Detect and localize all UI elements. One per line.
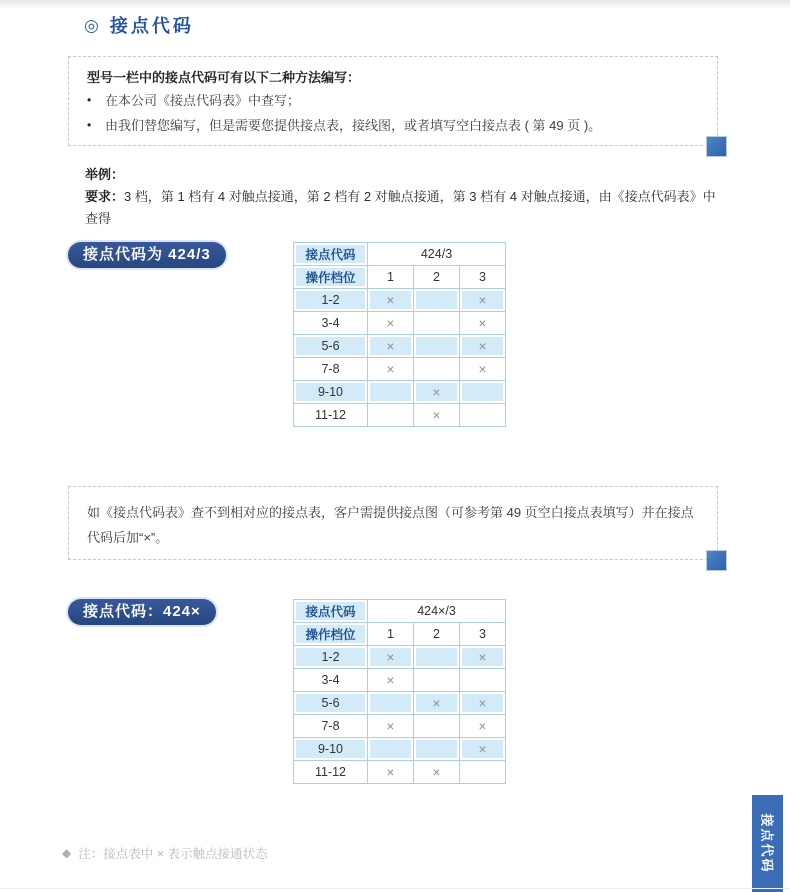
bullet-dot-icon: •: [87, 93, 92, 107]
table-row: [294, 381, 506, 404]
mark-cell: ×: [368, 646, 414, 669]
mark-cell: [414, 312, 460, 335]
gear-header-label: 操作档位: [294, 266, 368, 289]
mark-cell: [460, 761, 506, 784]
mark-cell: ×: [368, 312, 414, 335]
gear-col: 1: [368, 266, 414, 289]
contact-pair-label: 3-4: [294, 312, 368, 335]
code-header-label: 接点代码: [294, 600, 368, 623]
corner-accent-square: [706, 136, 727, 157]
contact-pair-label: 7-8: [294, 715, 368, 738]
mark-cell: [414, 646, 460, 669]
table-row: [294, 738, 506, 761]
contact-pair-label: 5-6: [294, 692, 368, 715]
table-row: [294, 312, 506, 335]
mark-cell: [414, 715, 460, 738]
mark-cell: ×: [460, 289, 506, 312]
requirement-text: 3 档，第 1 档有 4 对触点接通，第 2 档有 2 对触点接通，第 3 档有 4 对触点接通，由《接点代码表》中查得: [85, 189, 716, 226]
mark-cell: [414, 669, 460, 692]
mark-cell: [414, 335, 460, 358]
code-header-label: 接点代码: [294, 243, 368, 266]
intro-heading: 型号一栏中的接点代码可有以下二种方法编写：: [87, 70, 361, 85]
table-row: [294, 715, 506, 738]
mark-cell: [460, 669, 506, 692]
page-title: [84, 12, 194, 38]
page-title-text: 接点代码: [109, 16, 194, 36]
contact-code-table-2: [293, 599, 506, 784]
example-label: 举例：: [85, 167, 125, 182]
table-row-code: [294, 600, 506, 623]
fallback-note-box: [68, 486, 718, 560]
table-row-gears: [294, 623, 506, 646]
code-header-value: 424×/3: [368, 600, 506, 623]
page-top-shade: [0, 0, 790, 9]
mark-cell: [414, 358, 460, 381]
mark-cell: ×: [368, 669, 414, 692]
example-block: [85, 164, 725, 230]
contact-pair-label: 11-12: [294, 761, 368, 784]
mark-cell: [368, 404, 414, 427]
contact-pair-label: 9-10: [294, 381, 368, 404]
mark-cell: ×: [460, 692, 506, 715]
table-row: [294, 692, 506, 715]
bullet-dot-icon: •: [87, 118, 92, 132]
table-row-code: [294, 243, 506, 266]
mark-cell: ×: [414, 692, 460, 715]
mark-cell: [414, 289, 460, 312]
mark-cell: ×: [414, 761, 460, 784]
mark-cell: ×: [368, 761, 414, 784]
section-side-tab-label: 接点代码: [759, 813, 775, 874]
mark-cell: ×: [368, 335, 414, 358]
double-circle-icon: ◎: [84, 15, 99, 35]
mark-cell: [368, 738, 414, 761]
gear-col: 3: [460, 623, 506, 646]
contact-pair-label: 1-2: [294, 646, 368, 669]
contact-pair-label: 7-8: [294, 358, 368, 381]
mark-cell: ×: [460, 335, 506, 358]
table-row: [294, 404, 506, 427]
contact-pair-label: 1-2: [294, 289, 368, 312]
mark-cell: ×: [368, 358, 414, 381]
diamond-icon: ◆: [62, 846, 72, 860]
mark-cell: [460, 404, 506, 427]
section-side-tab: [752, 795, 783, 892]
mark-cell: ×: [460, 312, 506, 335]
mark-cell: ×: [460, 358, 506, 381]
mark-cell: [368, 692, 414, 715]
fallback-note-text: 如《接点代码表》查不到相对应的接点表，客户需提供接点图（可参考第 49 页空白接点表填写）并在接点代码后加“×”。: [87, 505, 694, 545]
mark-cell: ×: [460, 738, 506, 761]
bullet-text: 由我们替您编写，但是需要您提供接点表，接线图，或者填写空白接点表 ( 第 49 页 )。: [105, 118, 602, 133]
mark-cell: ×: [460, 646, 506, 669]
contact-pair-label: 3-4: [294, 669, 368, 692]
list-item: [87, 113, 699, 138]
contact-pair-label: 5-6: [294, 335, 368, 358]
contact-pair-label: 9-10: [294, 738, 368, 761]
mark-cell: [368, 381, 414, 404]
intro-box: [68, 56, 718, 146]
contact-code-table-1: [293, 242, 506, 427]
gear-col: 2: [414, 266, 460, 289]
contact-pair-label: 11-12: [294, 404, 368, 427]
gear-header-label: 操作档位: [294, 623, 368, 646]
page-bottom-rule: [0, 888, 790, 889]
requirement-label: 要求：: [85, 189, 125, 204]
gear-col: 1: [368, 623, 414, 646]
gear-col: 3: [460, 266, 506, 289]
footer-note: [62, 844, 267, 862]
mark-cell: ×: [414, 404, 460, 427]
mark-cell: [414, 738, 460, 761]
contact-code-badge-2: 接点代码：424×: [68, 599, 216, 625]
list-item: [87, 88, 699, 113]
contact-code-badge-1: 接点代码为 424/3: [68, 242, 226, 268]
mark-cell: ×: [368, 289, 414, 312]
table-row: [294, 358, 506, 381]
gear-col: 2: [414, 623, 460, 646]
table-row: [294, 761, 506, 784]
mark-cell: ×: [414, 381, 460, 404]
table-row-gears: [294, 266, 506, 289]
requirement-line: [85, 186, 725, 230]
bullet-text: 在本公司《接点代码表》中查写；: [105, 93, 301, 108]
table-row: [294, 335, 506, 358]
table-row: [294, 669, 506, 692]
corner-accent-square: [706, 550, 727, 571]
table-row: [294, 289, 506, 312]
table-row: [294, 646, 506, 669]
mark-cell: [460, 381, 506, 404]
code-header-value: 424/3: [368, 243, 506, 266]
mark-cell: ×: [368, 715, 414, 738]
footer-note-text: 注：接点表中 × 表示触点接通状态: [78, 847, 268, 861]
mark-cell: ×: [460, 715, 506, 738]
